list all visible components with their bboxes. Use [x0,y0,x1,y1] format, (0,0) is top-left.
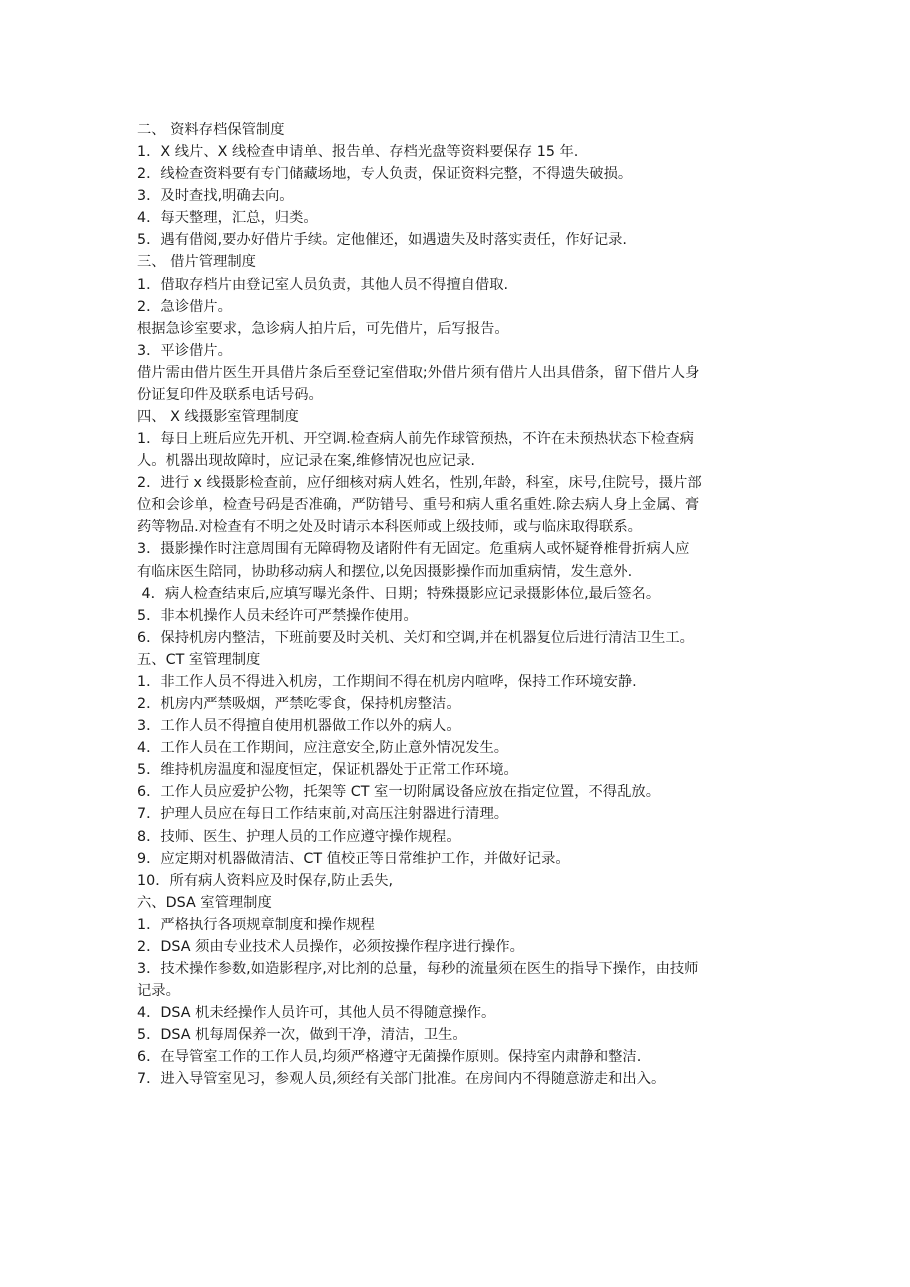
rule-line: 3．平诊借片。 [137,342,232,359]
section-heading-archive: 二、 资料存档保管制度 [137,122,285,138]
rule-line: 9．应定期对机器做清洁、CT 值校正等日常维护工作，并做好记录。 [137,850,570,867]
rule-line: 2．机房内严禁吸烟，严禁吃零食，保持机房整洁。 [137,696,461,713]
rule-line: 借片需由借片医生开具借片条后至登记室借取;外借片须有借片人出具借条，留下借片人身 [137,364,700,381]
rule-line: 3．及时查找,明确去向。 [137,188,294,205]
rule-line: 2．进行 x 线摄影检查前，应仔细核对病人姓名，性别,年龄，科室，床号,住院号，摄片部 [137,475,702,492]
rule-line: 3．摄影操作时注意周围有无障碍物及诸附件有无固定。危重病人或怀疑脊椎骨折病人应 [137,541,690,558]
rule-line: 4．工作人员在工作期间，应注意安全,防止意外情况发生。 [137,740,509,757]
rule-line: 5．遇有借阅,要办好借片手续。定他催还，如遇遗失及时落实责任，作好记录. [137,232,627,249]
rule-line: 2．线检查资料要有专门储藏场地，专人负责，保证资料完整，不得遗失破损。 [137,166,633,183]
rule-line: 3．技术操作参数,如造影程序,对比剂的总量，每秒的流量须在医生的指导下操作，由技师 [137,960,699,977]
rule-line: 2．DSA 须由专业技术人员操作，必须按操作程序进行操作。 [137,938,524,955]
rule-line: 6．保持机房内整洁，下班前要及时关机、关灯和空调,并在机器复位后进行清洁卫生工。 [137,629,694,646]
rule-line: 5．DSA 机每周保养一次，做到干净，清洁，卫生。 [137,1027,467,1044]
rule-line: 10．所有病人资料应及时保存,防止丢失, [137,872,394,889]
section-heading-lending: 三、 借片管理制度 [137,254,256,271]
rule-line: 1．借取存档片由登记室人员负责，其他人员不得擅自借取. [137,276,509,293]
rule-line: 位和会诊单，检查号码是否准确，严防错号、重号和病人重名重姓.除去病人身上金属、膏 [137,497,700,514]
rule-line: 8．技师、医生、护理人员的工作应遵守操作规程。 [137,828,461,845]
rule-line: 6．工作人员应爱护公物，托架等 CT 室一切附属设备应放在指定位置，不得乱放。 [137,784,660,801]
document-body [137,119,787,1090]
rule-line: 4．病人检查结束后,应填写曝光条件、日期；特殊摄影应记录摄影体位,最后签名。 [137,585,661,602]
rule-line: 4．DSA 机未经操作人员许可，其他人员不得随意操作。 [137,1005,496,1022]
rule-line: 2．急诊借片。 [137,298,232,315]
rule-line: 有临床医生陪同，协助移动病人和摆位,以免因摄影操作而加重病情，发生意外. [137,563,633,580]
rule-line: 5．维持机房温度和湿度恒定，保证机器处于正常工作环境。 [137,762,518,779]
rule-line: 1．X 线片、X 线检查申请单、报告单、存档光盘等资料要保存 15 年. [137,144,579,161]
rule-line: 7．护理人员应在每日工作结束前,对高压注射器进行清理。 [137,806,509,823]
rule-line: 5．非本机操作人员未经许可严禁操作使用。 [137,607,418,624]
rule-line: 7．进入导管室见习，参观人员,须经有关部门批准。在房间内不得随意游走和出入。 [137,1071,666,1088]
rule-line: 4．每天整理，汇总，归类。 [137,210,318,227]
rule-line: 6．在导管室工作的工作人员,均须严格遵守无菌操作原则。保持室内肃静和整洁. [137,1049,642,1066]
rule-line: 根据急诊室要求，急诊病人拍片后，可先借片，后写报告。 [137,320,509,337]
section-heading-ct-room: 五、CT 室管理制度 [137,651,261,668]
section-heading-xray-room: 四、 X 线摄影室管理制度 [137,409,299,426]
rule-line: 份证复印件及联系电话号码。 [137,386,323,403]
rule-line: 药等物品.对检查有不明之处及时请示本科医师或上级技师，或与临床取得联系。 [137,519,642,536]
rule-line: 1．非工作人员不得进入机房，工作期间不得在机房内喧哗，保持工作环境安静. [137,673,637,690]
section-heading-dsa-room: 六、DSA 室管理制度 [137,894,272,911]
rule-line: 3．工作人员不得擅自使用机器做工作以外的病人。 [137,718,461,735]
rule-line: 人。机器出现故障时，应记录在案,维修情况也应记录. [137,453,475,470]
rule-line: 1．每日上班后应先开机、开空调.检查病人前先作球管预热，不许在未预热状态下检查病 [137,431,694,448]
rule-line: 1．严格执行各项规章制度和操作规程 [137,916,375,933]
rule-line: 记录。 [137,983,180,1000]
